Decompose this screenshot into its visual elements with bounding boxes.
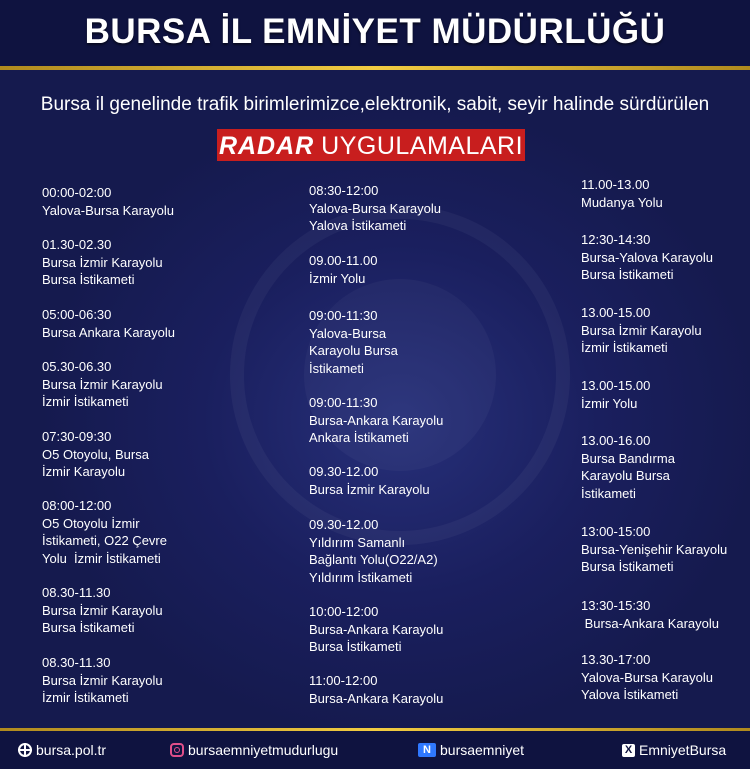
footer-x[interactable] bbox=[622, 740, 726, 760]
gold-divider-top bbox=[0, 66, 750, 70]
entry-location: İzmir İstikameti bbox=[42, 394, 129, 409]
entry-location: Bursa İstikameti bbox=[42, 620, 135, 635]
banner-bold-word: RADAR bbox=[218, 132, 315, 160]
schedule-entry bbox=[42, 184, 174, 219]
entry-time: 10:00-12:00 bbox=[309, 604, 379, 619]
footer-web[interactable] bbox=[18, 740, 106, 760]
schedule-entry bbox=[42, 358, 163, 411]
entry-location: Bursa-Yalova Karayolu bbox=[581, 249, 713, 265]
entry-time: 09.30-12.00 bbox=[309, 464, 379, 479]
entry-time: 05.30-06.30 bbox=[42, 359, 112, 374]
entry-location: Yıldırım İstikameti bbox=[309, 569, 413, 585]
schedule-entry bbox=[42, 654, 163, 707]
entry-time: 12:30-14:30 bbox=[581, 232, 651, 247]
entry-location: Bursa-Ankara Karayolu bbox=[309, 690, 444, 706]
entry-location: İstikameti, O22 Çevre bbox=[42, 533, 167, 548]
entry-location: O5 Otoyolu İzmir bbox=[42, 515, 140, 531]
entry-location: Bursa İstikameti bbox=[42, 272, 135, 287]
globe-icon bbox=[18, 743, 32, 757]
instagram-icon bbox=[170, 743, 184, 757]
schedule-entry bbox=[581, 231, 713, 284]
entry-time: 07:30-09:30 bbox=[42, 429, 112, 444]
schedule-entry bbox=[309, 672, 443, 707]
entry-location: Yalova-Bursa Karayolu bbox=[42, 202, 174, 218]
entry-location: İzmir Karayolu bbox=[42, 464, 126, 479]
entry-location: İstikameti bbox=[309, 360, 364, 376]
entry-location: İstikameti bbox=[581, 485, 636, 501]
entry-location: Ankara İstikameti bbox=[309, 430, 409, 445]
banner-rest: UYGULAMALARI bbox=[321, 132, 524, 160]
entry-location: İzmir İstikameti bbox=[42, 690, 129, 705]
entry-location: Karayolu Bursa bbox=[309, 343, 398, 358]
entry-location: Bursa İzmir Karayolu bbox=[309, 481, 430, 497]
entry-time: 13.00-16.00 bbox=[581, 433, 651, 448]
schedule-entry bbox=[309, 603, 443, 656]
entry-location: İzmir Yolu bbox=[581, 395, 638, 411]
entry-location: Bursa-Ankara Karayolu bbox=[581, 615, 720, 631]
entry-location: Bursa İzmir Karayolu bbox=[42, 254, 163, 270]
entry-location: Bursa İzmir Karayolu bbox=[42, 602, 163, 618]
entry-location: Yalova-Bursa Karayolu bbox=[309, 200, 441, 216]
schedule-entry bbox=[309, 307, 398, 377]
entry-location: Bursa Bandırma bbox=[581, 450, 675, 466]
entry-location: Bağlantı Yolu(O22/A2) bbox=[309, 552, 438, 567]
footer-web-text: bursa.pol.tr bbox=[36, 742, 107, 758]
entry-time: 11:00-12:00 bbox=[309, 673, 378, 688]
entry-time: 09.30-12.00 bbox=[309, 517, 379, 532]
schedule-entry bbox=[581, 651, 713, 704]
schedule-entry bbox=[42, 497, 167, 567]
entry-location: İzmir İstikameti bbox=[581, 340, 668, 355]
entry-location: Bursa İzmir Karayolu bbox=[42, 672, 163, 688]
entry-location: Bursa-Ankara Karayolu bbox=[309, 621, 444, 637]
footer-instagram-text: bursaemniyetmudurlugu bbox=[188, 742, 339, 758]
schedule-entry bbox=[42, 306, 175, 341]
entry-time: 13.30-17:00 bbox=[581, 652, 651, 667]
entry-location: Bursa Ankara Karayolu bbox=[42, 324, 175, 340]
schedule-entry bbox=[42, 236, 163, 289]
footer-x-text: EmniyetBursa bbox=[639, 742, 727, 758]
entry-location: Bursa İstikameti bbox=[581, 559, 674, 574]
entry-time: 13:00-15:00 bbox=[581, 524, 651, 539]
schedule-entry bbox=[581, 176, 663, 211]
entry-location: Yıldırım Samanlı bbox=[309, 534, 406, 550]
entry-time: 09:00-11:30 bbox=[309, 395, 378, 410]
entry-time: 09:00-11:30 bbox=[309, 308, 378, 323]
schedule-entry bbox=[581, 597, 719, 632]
entry-time: 11.00-13.00 bbox=[581, 177, 650, 192]
entry-location: Yalova-Bursa bbox=[309, 325, 387, 341]
entry-location: Bursa İstikameti bbox=[309, 639, 402, 654]
schedule-entry bbox=[42, 584, 163, 637]
schedule-entry bbox=[309, 182, 441, 235]
schedule-entry bbox=[309, 516, 438, 586]
entry-time: 13.00-15.00 bbox=[581, 378, 651, 393]
entry-location: İzmir Yolu bbox=[309, 270, 366, 286]
entry-location: Bursa İzmir Karayolu bbox=[42, 376, 163, 392]
entry-time: 01.30-02.30 bbox=[42, 237, 112, 252]
entry-time: 13:30-15:30 bbox=[581, 598, 651, 613]
entry-location: Bursa İzmir Karayolu bbox=[581, 322, 702, 338]
entry-location: Bursa İstikameti bbox=[581, 267, 674, 282]
schedule-entry bbox=[581, 523, 727, 576]
nsosyal-icon: N bbox=[418, 743, 436, 757]
entry-location: Mudanya Yolu bbox=[581, 194, 663, 210]
entry-time: 05:00-06:30 bbox=[42, 307, 112, 322]
entry-location: Karayolu Bursa bbox=[581, 468, 670, 483]
subtitle: Bursa il genelinde trafik birimlerimizce,elektronik, sabit, seyir halinde sürdürülen bbox=[40, 94, 710, 115]
x-icon: X bbox=[622, 744, 635, 757]
footer-instagram[interactable] bbox=[170, 740, 338, 760]
radar-banner bbox=[217, 129, 525, 161]
entry-time: 08.30-11.30 bbox=[42, 655, 111, 670]
schedule-entry bbox=[581, 304, 702, 357]
schedule-entry bbox=[309, 252, 377, 287]
entry-location: Bursa-Ankara Karayolu bbox=[309, 412, 444, 428]
entry-location: Yalova İstikameti bbox=[309, 218, 407, 233]
footer-nsosyal[interactable] bbox=[418, 740, 524, 760]
schedule-entry bbox=[309, 463, 430, 498]
entry-location: Yalova İstikameti bbox=[581, 687, 679, 702]
page-title: BURSA İL EMNİYET MÜDÜRLÜĞÜ bbox=[84, 12, 666, 51]
schedule-entry bbox=[581, 432, 675, 502]
entry-location: Yalova-Bursa Karayolu bbox=[581, 669, 713, 685]
schedule-entry bbox=[42, 428, 149, 481]
entry-time: 13.00-15.00 bbox=[581, 305, 651, 320]
entry-time: 09.00-11.00 bbox=[309, 253, 378, 268]
footer-nsosyal-text: bursaemniyet bbox=[440, 742, 525, 758]
entry-location: O5 Otoyolu, Bursa bbox=[42, 446, 149, 462]
schedule-entry bbox=[581, 377, 650, 412]
entry-time: 08:30-12:00 bbox=[309, 183, 379, 198]
entry-location: Bursa-Yenişehir Karayolu bbox=[581, 541, 728, 557]
schedule-entry bbox=[309, 394, 443, 447]
entry-time: 08:00-12:00 bbox=[42, 498, 112, 513]
entry-time: 08.30-11.30 bbox=[42, 585, 111, 600]
entry-location: Yolu İzmir İstikameti bbox=[42, 550, 161, 566]
entry-time: 00:00-02:00 bbox=[42, 185, 112, 200]
